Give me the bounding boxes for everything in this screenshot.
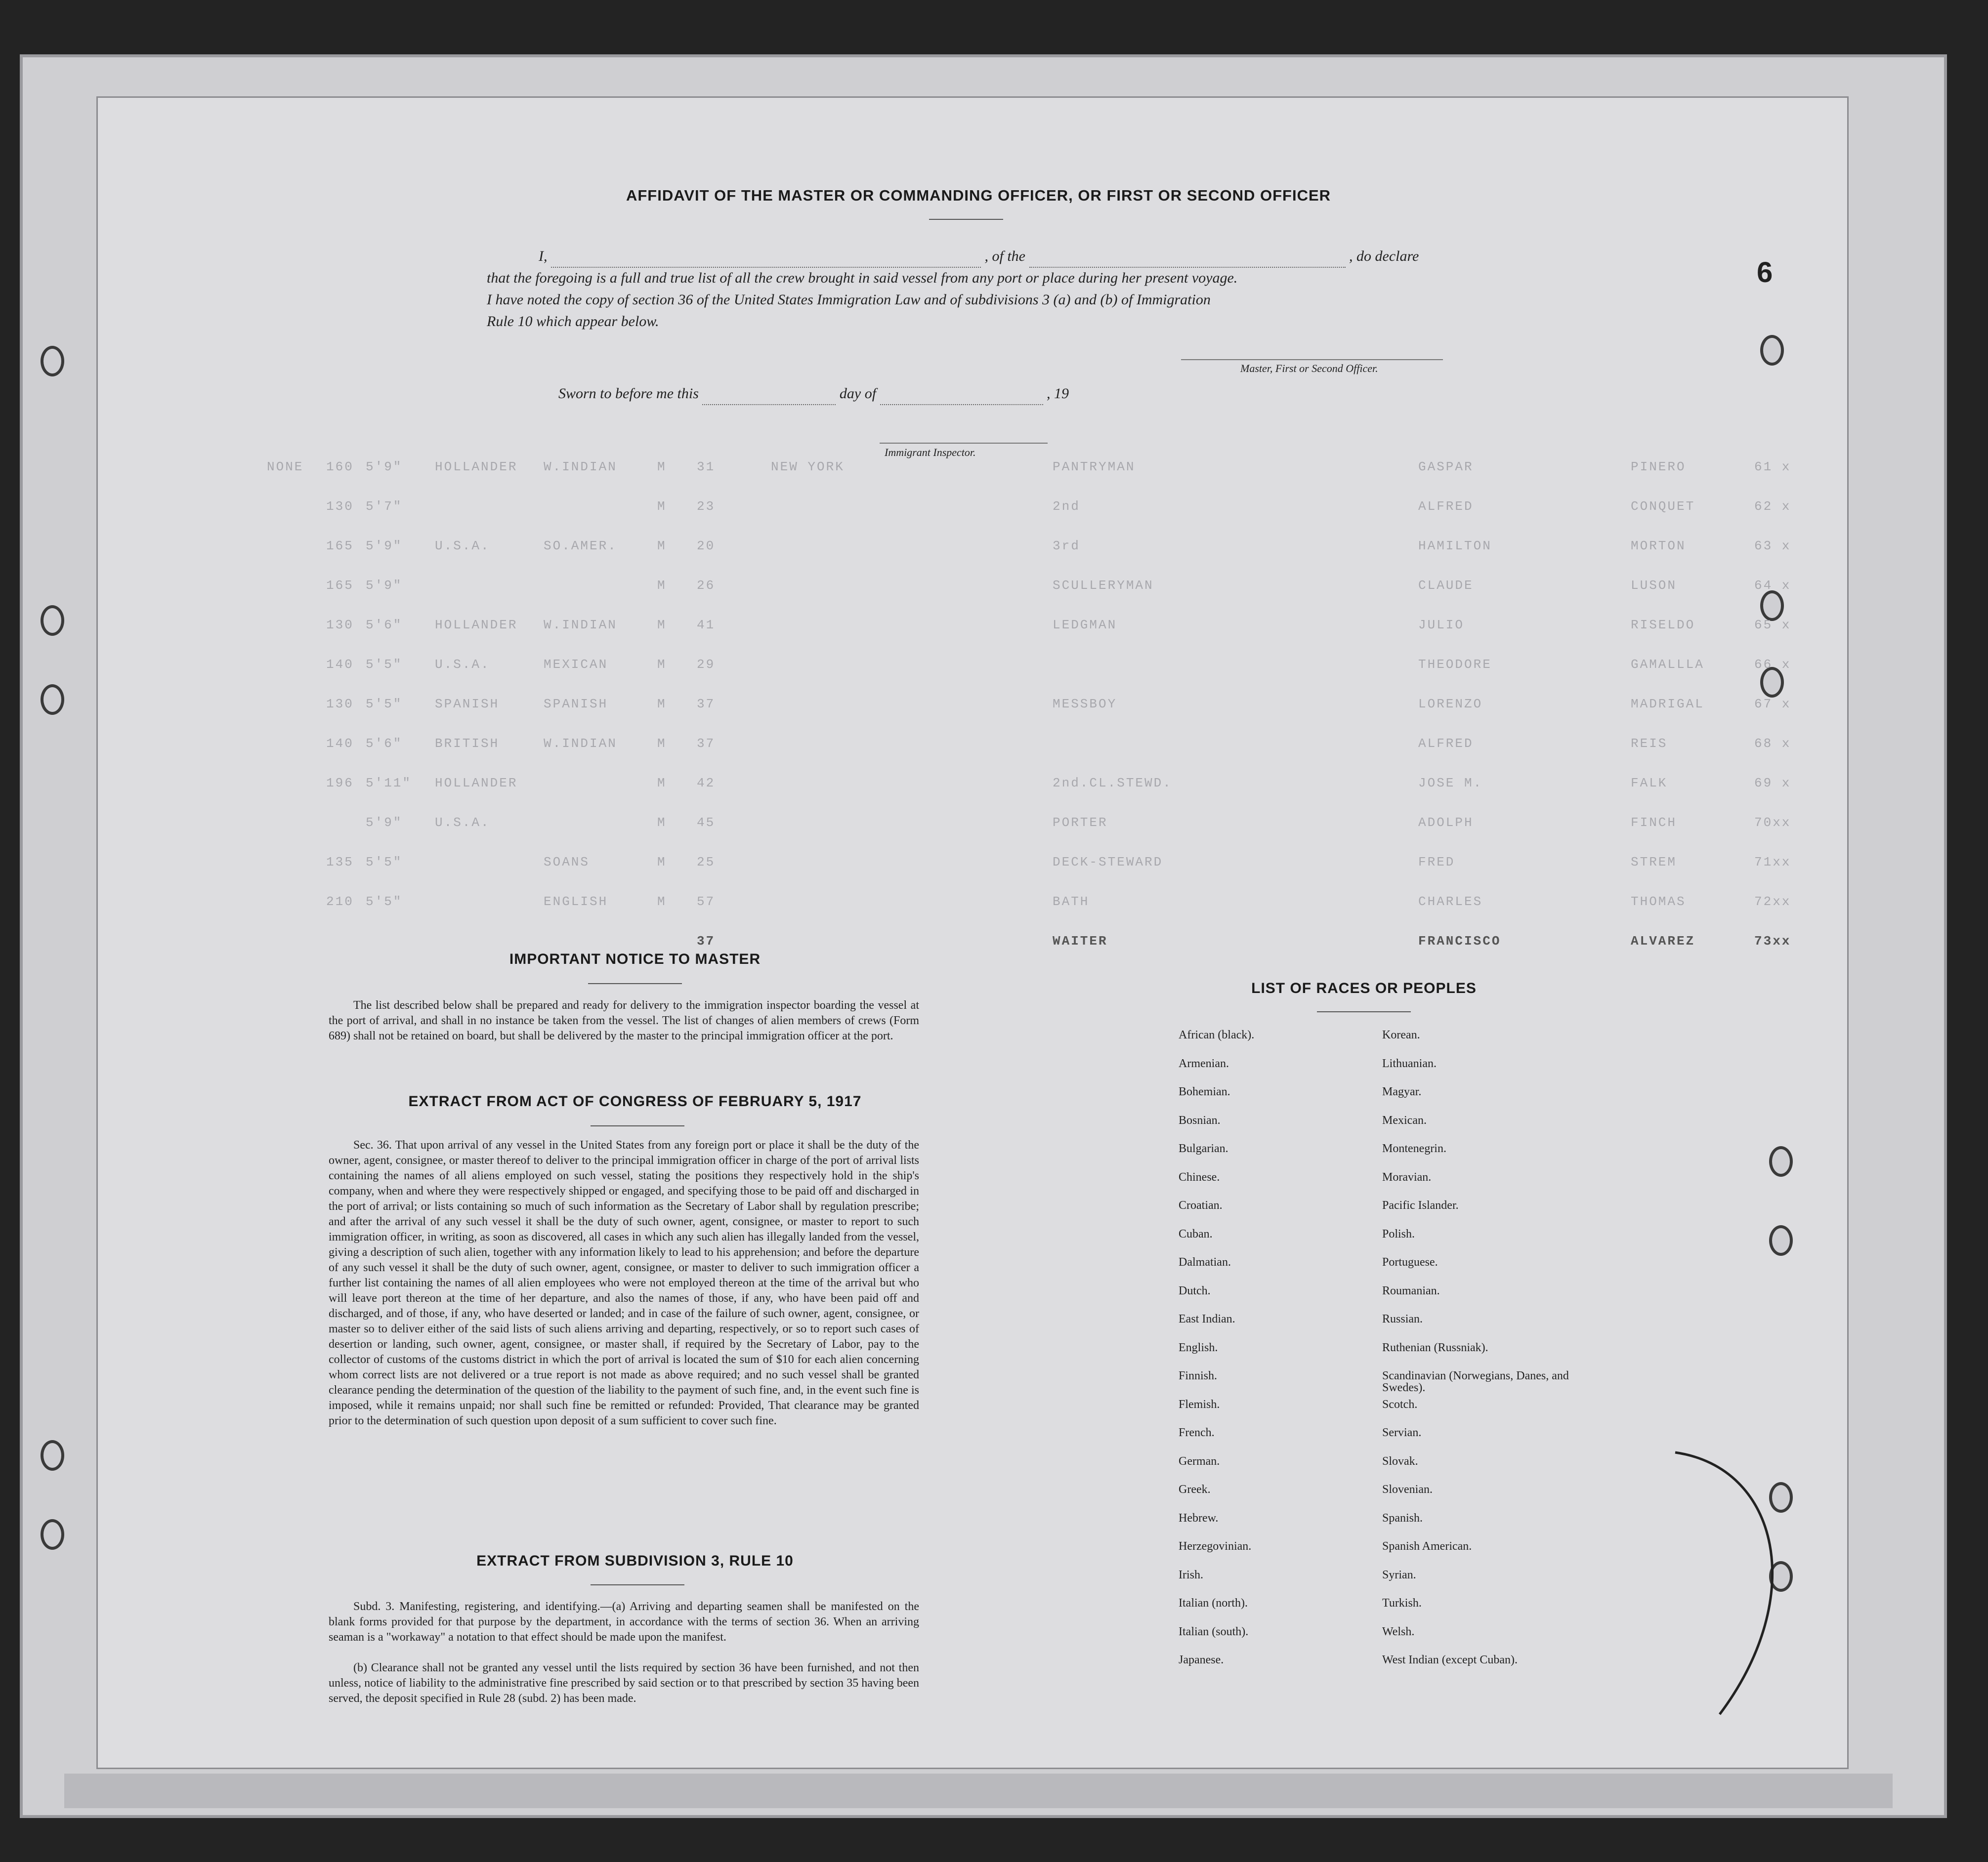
bleed-through-surname: FINCH <box>1631 815 1677 830</box>
affidavit-line-2: that the foregoing is a full and true list of all the crew brought in said vessel from any port or place during her present voyage. <box>487 270 1238 286</box>
bleed-through-ht: 5'9" <box>366 459 403 474</box>
race-entry: Moravian. <box>1382 1170 1432 1184</box>
bleed-through-row <box>267 538 1791 558</box>
bleed-through-age: 37 <box>697 736 716 751</box>
bleed-through-extra: NONE <box>267 459 304 474</box>
bleed-through-given: CLAUDE <box>1418 578 1474 593</box>
race-entry: Finnish. <box>1179 1369 1218 1382</box>
bleed-through-row <box>267 934 1791 953</box>
bleed-through-num: 64 x <box>1754 578 1791 593</box>
bleed-through-wt: 140 <box>326 657 354 672</box>
bleed-through-wt: 140 <box>326 736 354 751</box>
bleed-through-ht: 5'5" <box>366 697 403 711</box>
bleed-through-num: 73xx <box>1754 934 1791 949</box>
bleed-through-num: 72xx <box>1754 894 1791 909</box>
bleed-through-row <box>267 657 1791 677</box>
bleed-through-age: 29 <box>697 657 716 672</box>
bleed-through-ht: 5'9" <box>366 815 403 830</box>
bleed-through-rating: SCULLERYMAN <box>1053 578 1154 593</box>
bleed-through-sex: M <box>657 459 667 474</box>
notice-title-rule <box>588 983 682 984</box>
race-entry: Slovenian. <box>1382 1483 1433 1496</box>
bleed-through-wt: 160 <box>326 459 354 474</box>
races-title: LIST OF RACES OR PEOPLES <box>1251 980 1477 996</box>
affidavit-i: I, <box>539 248 548 264</box>
bleed-through-rating: PANTRYMAN <box>1053 459 1136 474</box>
race-entry: Lithuanian. <box>1382 1057 1437 1070</box>
bleed-through-ht: 5'7" <box>366 499 403 514</box>
bleed-through-age: 41 <box>697 618 716 632</box>
rule-text-a: Subd. 3. Manifesting, registering, and identifying.—(a) Arriving and departing seamen shall be manifested on the blank forms provided for that purpose by the department, in accordance with the terms of section 36. When an arriving seaman is a "workaway" a notation to that effect should be made upon the manifest. <box>329 1600 919 1644</box>
bleed-through-age: 26 <box>697 578 716 593</box>
bleed-through-surname: LUSON <box>1631 578 1677 593</box>
race-entry: Irish. <box>1179 1568 1203 1581</box>
master-signature-label: Master, First or Second Officer. <box>1240 362 1378 374</box>
race-entry: German. <box>1179 1454 1220 1468</box>
affidavit-line-4: Rule 10 which appear below. <box>487 313 659 330</box>
act-title: EXTRACT FROM ACT OF CONGRESS OF FEBRUARY 5, 1917 <box>408 1093 862 1110</box>
race-entry: French. <box>1179 1426 1215 1439</box>
affidavit-declaration-line <box>539 245 1527 268</box>
binder-hole-left-4 <box>41 1440 64 1471</box>
bleed-through-row <box>267 855 1791 874</box>
notice-text: The list described below shall be prepared and ready for delivery to the immigration inspector boarding the vessel at the port of arrival, and shall in no instance be taken from the vessel. The list of changes of alien members of crews (Form 689) shall not be retained on board, but shall be delivered by the master to the principal immigration officer at the port. <box>329 999 919 1042</box>
bleed-through-given: LORENZO <box>1418 697 1483 711</box>
page-number: 6 <box>1757 256 1773 289</box>
race-entry: Polish. <box>1382 1227 1415 1241</box>
bleed-through-race: U.S.A. <box>435 538 490 553</box>
bleed-through-age: 45 <box>697 815 716 830</box>
bleed-through-rating: 2nd.CL.STEWD. <box>1053 776 1172 790</box>
bleed-through-ht: 5'5" <box>366 894 403 909</box>
bleed-through-num: 66 x <box>1754 657 1791 672</box>
binder-hole-right-1 <box>1760 335 1784 366</box>
bleed-through-sex: M <box>657 697 667 711</box>
bleed-through-age: 31 <box>697 459 716 474</box>
race-entry: Cuban. <box>1179 1227 1213 1241</box>
bleed-through-race: SPANISH <box>435 697 500 711</box>
bleed-through-surname: FALK <box>1631 776 1668 790</box>
bleed-through-sex: M <box>657 855 667 869</box>
sworn-day-field[interactable] <box>702 389 836 405</box>
affidavit-line-3: I have noted the copy of section 36 of the United States Immigration Law and of subdivisions 3 (a) and (b) of Immigration <box>487 291 1211 308</box>
race-entry: Scandinavian (Norwegians, Danes, and Swedes). <box>1382 1369 1569 1394</box>
year-label: , 19 <box>1047 385 1069 402</box>
affidavit-title: AFFIDAVIT OF THE MASTER OR COMMANDING OFFICER, OR FIRST OR SECOND OFFICER <box>626 187 1331 204</box>
sworn-month-field[interactable] <box>880 389 1043 405</box>
race-entry: Bulgarian. <box>1179 1142 1228 1155</box>
race-entry: West Indian (except Cuban). <box>1382 1654 1518 1666</box>
bleed-through-wt: 165 <box>326 578 354 593</box>
binder-hole-left-5 <box>41 1519 64 1550</box>
bleed-through-given: JULIO <box>1418 618 1465 632</box>
bleed-through-given: FRANCISCO <box>1418 934 1501 949</box>
bleed-through-age: 37 <box>697 934 716 949</box>
bleed-through-ht: 5'5" <box>366 855 403 869</box>
vessel-name-field[interactable] <box>1029 252 1346 268</box>
bleed-through-shipped: NEW YORK <box>771 459 845 474</box>
race-entry: Ruthenian (Russniak). <box>1382 1341 1488 1354</box>
race-entry: East Indian. <box>1179 1313 1235 1325</box>
bleed-through-sex: M <box>657 657 667 672</box>
inspector-label: Immigrant Inspector. <box>885 446 976 458</box>
bleed-through-rating: 3rd <box>1053 538 1080 553</box>
binder-hole-left-2 <box>41 605 64 636</box>
bleed-through-surname: THOMAS <box>1631 894 1686 909</box>
rule-title: EXTRACT FROM SUBDIVISION 3, RULE 10 <box>476 1553 794 1569</box>
race-entry: Armenian. <box>1179 1057 1229 1070</box>
bleed-through-row <box>267 578 1791 598</box>
bleed-through-num: 68 x <box>1754 736 1791 751</box>
race-entry: Portuguese. <box>1382 1256 1438 1269</box>
bleed-through-num: 62 x <box>1754 499 1791 514</box>
bleed-through-row <box>267 499 1791 519</box>
races-column-2 <box>1382 1029 1570 1683</box>
bleed-through-wt: 135 <box>326 855 354 869</box>
affidavit-title-rule <box>929 219 1003 220</box>
bleed-through-wt: 210 <box>326 894 354 909</box>
bleed-through-num: 61 x <box>1754 459 1791 474</box>
bleed-through-rating: BATH <box>1053 894 1090 909</box>
race-entry: Magyar. <box>1382 1085 1422 1098</box>
day-of-label: day of <box>839 385 877 402</box>
race-entry: Slovak. <box>1382 1454 1418 1468</box>
affidavit-do-declare: , do declare <box>1349 248 1419 264</box>
race-entry: Syrian. <box>1382 1568 1416 1581</box>
pencil-arc-mark <box>1660 1448 1823 1724</box>
race-entry: Dalmatian. <box>1179 1256 1231 1269</box>
act-title-rule <box>591 1125 684 1126</box>
bleed-through-sex: M <box>657 815 667 830</box>
bleed-through-num: 63 x <box>1754 538 1791 553</box>
race-entry: Italian (north). <box>1179 1597 1248 1610</box>
bleed-through-given: ALFRED <box>1418 736 1474 751</box>
bleed-through-wt: 130 <box>326 697 354 711</box>
bleed-through-num: 65 x <box>1754 618 1791 632</box>
race-entry: Servian. <box>1382 1426 1422 1439</box>
bleed-through-ht: 5'6" <box>366 736 403 751</box>
race-entry: Flemish. <box>1179 1398 1220 1411</box>
binder-hole-right-4 <box>1769 1146 1793 1177</box>
race-entry: Chinese. <box>1179 1170 1220 1184</box>
bleed-through-nat: SPANISH <box>544 697 608 711</box>
races-title-rule <box>1317 1011 1411 1012</box>
bleed-through-row <box>267 618 1791 637</box>
bleed-through-rating: WAITER <box>1053 934 1108 949</box>
bleed-through-ht: 5'9" <box>366 578 403 593</box>
bleed-through-age: 20 <box>697 538 716 553</box>
manifest-page <box>96 96 1849 1769</box>
race-entry: African (black). <box>1179 1029 1255 1041</box>
bleed-through-age: 37 <box>697 697 716 711</box>
race-entry: Welsh. <box>1382 1625 1415 1638</box>
race-entry: Spanish American. <box>1382 1540 1472 1553</box>
bleed-through-surname: MADRIGAL <box>1631 697 1704 711</box>
master-name-field[interactable] <box>551 252 981 268</box>
bleed-through-num: 70xx <box>1754 815 1791 830</box>
race-entry: Herzegovinian. <box>1179 1540 1252 1553</box>
bleed-through-nat: W.INDIAN <box>544 618 617 632</box>
bleed-through-given: CHARLES <box>1418 894 1483 909</box>
bleed-through-row <box>267 815 1791 835</box>
bleed-through-nat: SOANS <box>544 855 590 869</box>
bleed-through-surname: ALVAREZ <box>1631 934 1695 949</box>
bleed-through-row <box>267 894 1791 914</box>
bleed-through-race: U.S.A. <box>435 657 490 672</box>
binder-hole-left-1 <box>41 346 64 376</box>
bleed-through-row <box>267 459 1791 479</box>
races-column-1 <box>1179 1029 1366 1683</box>
bleed-through-surname: STREM <box>1631 855 1677 869</box>
rule-title-rule <box>591 1584 684 1585</box>
bleed-through-given: ADOLPH <box>1418 815 1474 830</box>
bleed-through-wt: 196 <box>326 776 354 790</box>
binder-hole-left-3 <box>41 684 64 715</box>
bleed-through-row <box>267 736 1791 756</box>
race-entry: Dutch. <box>1179 1284 1211 1297</box>
bleed-through-ht: 5'5" <box>366 657 403 672</box>
race-entry: Hebrew. <box>1179 1511 1219 1525</box>
race-entry: Spanish. <box>1382 1511 1423 1525</box>
inspector-signature-line[interactable] <box>880 443 1048 444</box>
bleed-through-surname: GAMALLLA <box>1631 657 1704 672</box>
bleed-through-sex: M <box>657 894 667 909</box>
bleed-through-age: 23 <box>697 499 716 514</box>
race-entry: Italian (south). <box>1179 1625 1249 1638</box>
bleed-through-surname: PINERO <box>1631 459 1686 474</box>
bleed-through-given: GASPAR <box>1418 459 1474 474</box>
bleed-through-nat: SO.AMER. <box>544 538 617 553</box>
bleed-through-rating: DECK-STEWARD <box>1053 855 1163 869</box>
race-entry: Roumanian. <box>1382 1284 1440 1297</box>
bleed-through-row <box>267 776 1791 795</box>
race-entry: Scotch. <box>1382 1398 1418 1411</box>
binder-hole-right-2 <box>1760 590 1784 621</box>
race-entry: English. <box>1179 1341 1218 1354</box>
bleed-through-rating: PORTER <box>1053 815 1108 830</box>
bleed-through-rating: 2nd <box>1053 499 1080 514</box>
race-entry: Montenegrin. <box>1382 1142 1446 1155</box>
sworn-label: Sworn to before me this <box>558 385 699 402</box>
master-signature-line[interactable] <box>1181 359 1443 360</box>
bleed-through-age: 25 <box>697 855 716 869</box>
race-entry: Turkish. <box>1382 1597 1422 1610</box>
bleed-through-sex: M <box>657 499 667 514</box>
bleed-through-wt: 165 <box>326 538 354 553</box>
bleed-through-race: HOLLANDER <box>435 776 518 790</box>
bleed-through-num: 69 x <box>1754 776 1791 790</box>
race-entry: Bohemian. <box>1179 1085 1230 1098</box>
bleed-through-wt: 130 <box>326 499 354 514</box>
race-entry: Greek. <box>1179 1483 1211 1496</box>
sworn-line <box>558 382 1250 405</box>
bleed-through-race: U.S.A. <box>435 815 490 830</box>
bleed-through-age: 57 <box>697 894 716 909</box>
bleed-through-nat: W.INDIAN <box>544 736 617 751</box>
bleed-through-nat: MEXICAN <box>544 657 608 672</box>
bleed-through-ht: 5'9" <box>366 538 403 553</box>
bleed-through-rating: MESSBOY <box>1053 697 1117 711</box>
bleed-through-given: HAMILTON <box>1418 538 1492 553</box>
bleed-through-nat: W.INDIAN <box>544 459 617 474</box>
rule-text-b: (b) Clearance shall not be granted any vessel until the lists required by section 36 have been furnished, and not then unless, notice of liability to the administrative fine prescribed by said section or to that prescribed by section 35 having been served, the deposit specified in Rule 28 (subd. 2) has been made. <box>329 1661 919 1705</box>
bleed-through-ht: 5'11" <box>366 776 412 790</box>
bleed-through-row <box>267 697 1791 716</box>
bleed-through-num: 67 x <box>1754 697 1791 711</box>
race-entry: Mexican. <box>1382 1114 1427 1127</box>
bleed-through-race: HOLLANDER <box>435 618 518 632</box>
race-entry: Bosnian. <box>1179 1114 1221 1127</box>
binder-hole-right-5 <box>1769 1225 1793 1256</box>
bleed-through-given: JOSE M. <box>1418 776 1483 790</box>
race-entry: Korean. <box>1382 1029 1420 1041</box>
bleed-through-num: 71xx <box>1754 855 1791 869</box>
bleed-through-wt: 130 <box>326 618 354 632</box>
bleed-through-race: HOLLANDER <box>435 459 518 474</box>
bleed-through-sex: M <box>657 538 667 553</box>
bleed-through-given: THEODORE <box>1418 657 1492 672</box>
bleed-through-sex: M <box>657 578 667 593</box>
affidavit-of-the: , of the <box>984 248 1025 264</box>
bleed-through-sex: M <box>657 618 667 632</box>
bleed-through-age: 42 <box>697 776 716 790</box>
race-entry: Croatian. <box>1179 1199 1223 1212</box>
bleed-through-rating: LEDGMAN <box>1053 618 1117 632</box>
bleed-through-surname: REIS <box>1631 736 1668 751</box>
bleed-through-ht: 5'6" <box>366 618 403 632</box>
bleed-through-sex: M <box>657 736 667 751</box>
notice-title: IMPORTANT NOTICE TO MASTER <box>509 951 761 967</box>
bleed-through-surname: RISELDO <box>1631 618 1695 632</box>
bleed-through-given: FRED <box>1418 855 1455 869</box>
race-entry: Japanese. <box>1179 1654 1224 1666</box>
bleed-through-given: ALFRED <box>1418 499 1474 514</box>
bleed-through-surname: MORTON <box>1631 538 1686 553</box>
race-entry: Pacific Islander. <box>1382 1199 1459 1212</box>
bleed-through-surname: CONQUET <box>1631 499 1695 514</box>
bleed-through-race: BRITISH <box>435 736 500 751</box>
bleed-through-nat: ENGLISH <box>544 894 608 909</box>
act-text: Sec. 36. That upon arrival of any vessel in the United States from any foreign port or place it shall be the duty of the owner, agent, consignee, or master thereof to deliver to the principal immigration officer in charge of the port of arrival lists containing the names of all aliens employed on such vessel, stating the positions they respectively hold in the ship's company, when and where they were respectively shipped or engaged, and specifying those to be paid off and discharged in the port of arrival; or lists containing so much of such information as the Secretary of Labor shall by regulation prescribe; and after the arrival of any such vessel it shall be the duty of such owner, agent, consignee, or master to report to such immigration officer, in writing, as soon as discovered, all cases in which any such alien has illegally landed from the vessel, giving a description of such alien, together with any information likely to lead to his apprehension; and before the departure of any such vessel it shall be the duty of such owner, agent, consignee, or master to deliver to such immigration officer a further list containing the names of all alien employees who were not employed thereon at the time of the arrival but who will leave port thereon at the time of her departure, and also the names of those, if any, who have been paid off and discharged, and of those, if any, who have deserted or landed; and in case of the failure of such owner, agent, consignee, or master so to deliver either of the said lists of such aliens arriving and departing, respectively, or so to report such cases of desertion or landing, such owner, agent, consignee, or master shall, if required by the Secretary of Labor, pay to the collector of customs of the customs district in which the port of arrival is located the sum of $10 for each alien concerning whom correct lists are not delivered or a true report is not made as above required; and no such vessel shall be granted clearance pending the determination of the question of the liability to the payment of such fine, and, in the event such fine is imposed, while it remains unpaid; nor shall such fine be remitted or refunded: Provided, That clearance may be granted prior to the determination of such question upon deposit of a sum sufficient to cover such fine. <box>329 1139 919 1427</box>
bottom-tab-strip <box>64 1774 1893 1808</box>
race-entry: Russian. <box>1382 1313 1423 1325</box>
bleed-through-sex: M <box>657 776 667 790</box>
